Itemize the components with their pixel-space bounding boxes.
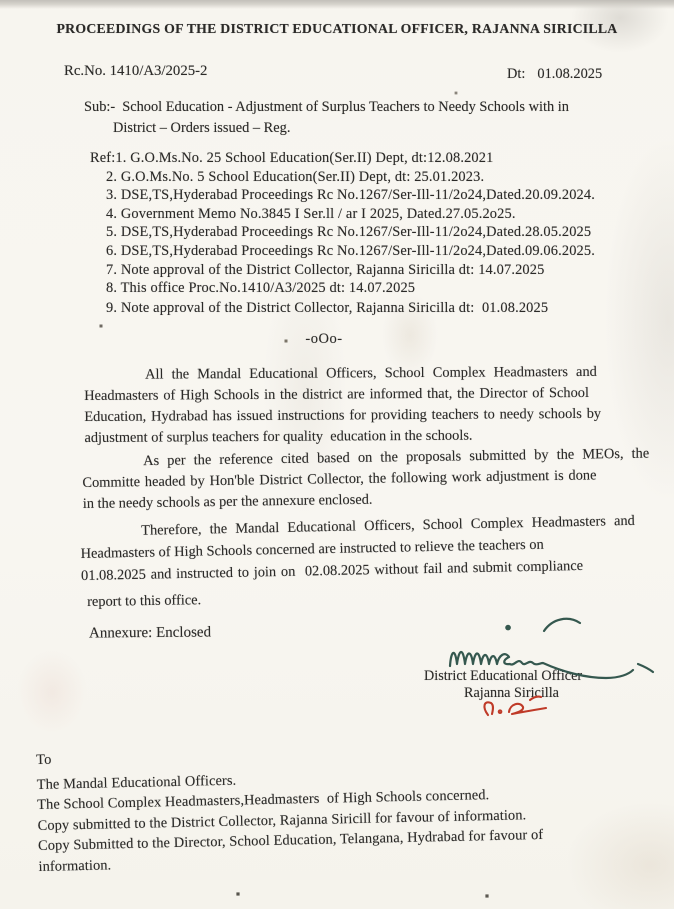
paragraph-line: Headmasters of High Schools in the district are informed that, the Director of School bbox=[84, 384, 589, 404]
paragraph-line: 01.08.2025 and instructed to join on 02.08.2025 without fail and submit compliance bbox=[80, 557, 584, 584]
paragraph-line: Headmasters of High Schools concerned are instructed to relieve the teachers on bbox=[80, 536, 544, 562]
signature-scribble bbox=[450, 619, 653, 678]
paragraph-line: Education, Hydrabad has issued instructions for providing teachers to needy schools by bbox=[84, 405, 602, 425]
reference-number bbox=[64, 63, 207, 80]
references-label: Ref: bbox=[90, 150, 116, 166]
paragraph-line: report to this office. bbox=[87, 592, 202, 610]
reference-number-label: Rc.No. bbox=[64, 63, 106, 79]
signature-initials-ink bbox=[484, 697, 546, 715]
addressee-block bbox=[36, 737, 649, 877]
scan-noise-specks bbox=[0, 0, 2, 2]
addressee-line: The Mandal Educational Officers. bbox=[36, 772, 237, 793]
body-paragraph bbox=[80, 510, 641, 587]
annexure-note: Annexure: Enclosed bbox=[88, 624, 212, 642]
reference-item: 2. G.O.Ms.No. 5 School Education(Ser.II) Dept, dt: 25.01.2023. bbox=[106, 168, 485, 185]
paragraph-line: adjustment of surplus teachers for quality education in the schools. bbox=[84, 427, 473, 446]
addressee-line: Copy submitted to the District Collector, Rajanna Siricill for favour of information. bbox=[37, 806, 527, 834]
reference-item: 8. This office Proc.No.1410/A3/2025 dt: 14.07.2025 bbox=[106, 280, 416, 297]
subject-block bbox=[84, 97, 569, 139]
to-label: To bbox=[36, 751, 52, 768]
body-paragraph bbox=[84, 362, 637, 449]
body-paragraph bbox=[87, 590, 201, 613]
body-paragraph bbox=[82, 444, 650, 515]
reference-item: 1. G.O.Ms.No. 25 School Education(Ser.II) Dept, dt:12.08.2021 bbox=[115, 150, 494, 166]
subject-label: Sub:- bbox=[84, 99, 116, 115]
signature-designation: District Educational Officer bbox=[424, 668, 583, 684]
reference-item: 5. DSE,TS,Hyderabad Proceedings Rc No.1267/Ser-Ill-11/2o24,Dated.28.05.2025 bbox=[106, 224, 592, 241]
signature-block bbox=[408, 612, 660, 730]
addressee-line: The School Complex Headmasters,Headmasters of High Schools concerned. bbox=[37, 787, 490, 813]
reference-item: 6. DSE,TS,Hyderabad Proceedings Rc No.1267/Ser-Ill-11/2o24,Dated.09.06.2025. bbox=[106, 242, 595, 259]
reference-item: 3. DSE,TS,Hyderabad Proceedings Rc No.1267/Ser-Ill-11/2o24,Dated.20.09.2024. bbox=[106, 187, 595, 204]
reference-number-value: 1410/A3/2025-2 bbox=[109, 63, 208, 79]
paragraph-line: Committe headed by Hon'ble District Collector, the following work adjustment is done bbox=[82, 467, 597, 491]
date-label: Dt: bbox=[507, 66, 526, 82]
subject-line-1: School Education - Adjustment of Surplus Teachers to Needy Schools with in bbox=[122, 99, 569, 115]
paragraph-line: in the needy schools as per the annexure enclosed. bbox=[82, 491, 373, 512]
reference-item: 9. Note approval of the District Collector, Rajanna Siricilla dt: 01.08.2025 bbox=[106, 299, 549, 316]
addressee-line: Copy Submitted to the Director, School Education, Telangana, Hydrabad for favour of bbox=[37, 826, 544, 854]
date-value: 01.08.2025 bbox=[537, 66, 603, 82]
document-date bbox=[507, 66, 602, 83]
addressee-line: information. bbox=[38, 856, 112, 875]
paragraph-line: Therefore, the Mandal Educational Officers, School Complex Headmasters and bbox=[141, 512, 635, 539]
paragraph-line: As per the reference cited based on the proposals submitted by the MEOs, the bbox=[143, 445, 650, 470]
subject-line-2: District – Orders issued – Reg. bbox=[113, 120, 291, 136]
document-title: PROCEEDINGS OF THE DISTRICT EDUCATIONAL OFFICER, RAJANNA SIRICILLA bbox=[56, 21, 618, 36]
scan-top-edge bbox=[0, 0, 674, 9]
signature-office-name: Rajanna Siricilla bbox=[464, 685, 559, 701]
reference-item: 7. Note approval of the District Collector, Rajanna Siricilla dt: 14.07.2025 bbox=[106, 261, 545, 278]
references-block bbox=[90, 149, 595, 317]
reference-item: 4. Government Memo No.3845 I Ser.ll / ar I 2025, Dated.27.05.2o25. bbox=[106, 205, 516, 222]
section-separator: -oOo- bbox=[305, 331, 343, 347]
paragraph-line: All the Mandal Educational Officers, School Complex Headmasters and bbox=[145, 363, 597, 383]
signature-ink bbox=[408, 612, 660, 730]
